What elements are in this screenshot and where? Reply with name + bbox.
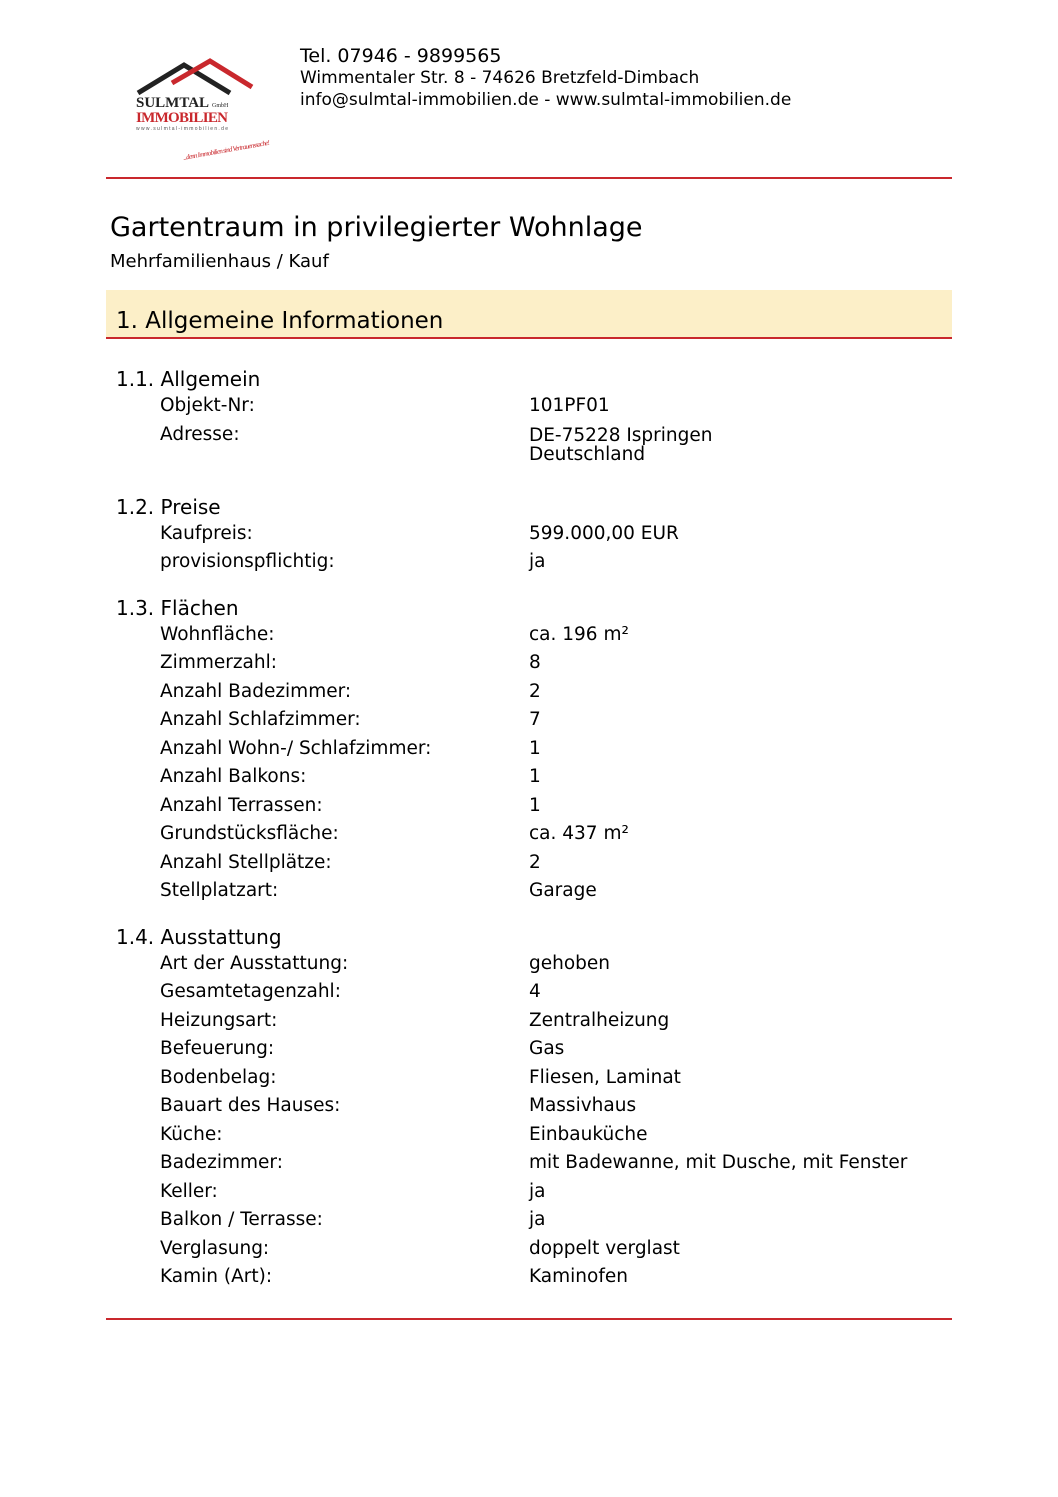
row-label: Stellplatzart: xyxy=(160,880,279,901)
row-value: Kaminofen xyxy=(529,1266,628,1287)
row-label: Bauart des Hauses: xyxy=(160,1095,341,1116)
row-value: ja xyxy=(529,1209,546,1230)
row-label: Art der Ausstattung: xyxy=(160,952,349,974)
row-label: provisionspflichtig: xyxy=(160,551,335,572)
header-divider xyxy=(106,177,952,179)
info-row xyxy=(116,735,946,764)
info-row xyxy=(116,706,946,735)
info-row xyxy=(116,978,946,1007)
info-row xyxy=(116,950,946,979)
logo-name: IMMOBILIEN xyxy=(136,110,228,126)
subsection-heading: 1.2. Preise xyxy=(116,494,221,519)
footer-divider xyxy=(106,1318,952,1320)
row-value: doppelt verglast xyxy=(529,1237,680,1259)
info-row xyxy=(116,421,946,476)
row-value: 2 xyxy=(529,680,541,702)
row-value: mit Badewanne, mit Dusche, mit Fenster xyxy=(529,1152,908,1173)
page-subtitle: Mehrfamilienhaus / Kauf xyxy=(110,251,329,272)
logo-url: www.sulmtal-immobilien.de xyxy=(136,126,228,132)
info-row xyxy=(116,763,946,792)
subsection-heading: 1.3. Flächen xyxy=(116,595,239,620)
row-label: Anzahl Balkons: xyxy=(160,766,307,787)
row-label: Heizungsart: xyxy=(160,1009,278,1031)
row-label: Anzahl Wohn-/ Schlafzimmer: xyxy=(160,737,432,759)
row-label: Anzahl Terrassen: xyxy=(160,794,323,816)
row-value: 2 xyxy=(529,851,541,873)
row-label: Grundstücksfläche: xyxy=(160,823,339,844)
info-row xyxy=(116,392,946,421)
subsection-preise xyxy=(116,494,946,577)
contact-phone: Tel. 07946 - 9899565 xyxy=(300,45,502,67)
row-label: Befeuerung: xyxy=(160,1038,275,1059)
contact-web[interactable]: info@sulmtal-immobilien.de - www.sulmtal-immobilien.de xyxy=(300,90,792,110)
roof-dark-icon xyxy=(138,65,230,93)
row-label: Bodenbelag: xyxy=(160,1066,277,1088)
row-label: Kamin (Art): xyxy=(160,1266,273,1287)
info-row xyxy=(116,1263,946,1292)
subsection-ausstattung xyxy=(116,924,946,1292)
page-title: Gartentraum in privilegierter Wohnlage xyxy=(110,212,643,243)
section-title: 1. Allgemeine Informationen xyxy=(116,308,444,334)
row-label: Objekt-Nr: xyxy=(160,395,255,416)
info-row xyxy=(116,1007,946,1036)
company-logo xyxy=(132,53,282,163)
info-row xyxy=(116,877,946,906)
info-content xyxy=(116,366,946,1310)
row-label: Balkon / Terrasse: xyxy=(160,1209,323,1230)
info-row xyxy=(116,792,946,821)
row-value: Fliesen, Laminat xyxy=(529,1066,681,1088)
address-line-1: DE-75228 Ispringen xyxy=(529,424,713,446)
page-header xyxy=(108,45,952,175)
info-row xyxy=(116,678,946,707)
subsection-heading: 1.1. Allgemein xyxy=(116,367,261,391)
section-divider xyxy=(106,337,952,339)
contact-address: Wimmentaler Str. 8 - 74626 Bretzfeld-Dimbach xyxy=(300,68,700,88)
row-label: Anzahl Schlafzimmer: xyxy=(160,709,361,730)
row-label: Anzahl Stellplätze: xyxy=(160,851,332,873)
row-value: 599.000,00 EUR xyxy=(529,522,679,544)
info-row xyxy=(116,621,946,650)
row-label: Gesamtetagenzahl: xyxy=(160,981,341,1002)
row-label: Wohnfläche: xyxy=(160,623,275,645)
row-value: 7 xyxy=(529,709,541,730)
info-row xyxy=(116,548,946,577)
row-value: 1 xyxy=(529,737,541,759)
row-value: Massivhaus xyxy=(529,1095,637,1116)
row-label: Kaufpreis: xyxy=(160,522,253,544)
subsection-flaechen xyxy=(116,595,946,906)
row-value: ca. 196 m² xyxy=(529,623,629,645)
row-label: Küche: xyxy=(160,1123,223,1145)
row-value: 1 xyxy=(529,794,541,816)
row-label: Zimmerzahl: xyxy=(160,652,277,673)
row-label: Anzahl Badezimmer: xyxy=(160,680,352,702)
row-value: ja xyxy=(529,1180,546,1202)
info-row xyxy=(116,1235,946,1264)
row-label: Adresse: xyxy=(160,423,240,445)
address-line-2: Deutschland xyxy=(529,443,646,465)
info-row xyxy=(116,849,946,878)
info-row xyxy=(116,1092,946,1121)
info-row xyxy=(116,1206,946,1235)
row-value: 1 xyxy=(529,766,541,787)
row-value: 8 xyxy=(529,652,541,673)
info-row xyxy=(116,1178,946,1207)
row-value: ja xyxy=(529,551,546,572)
info-row xyxy=(116,820,946,849)
logo-suffix: GmbH xyxy=(212,103,229,109)
subsection-allgemein xyxy=(116,366,946,476)
info-row xyxy=(116,1035,946,1064)
info-row xyxy=(116,1121,946,1150)
row-value: 101PF01 xyxy=(529,395,610,416)
row-value: 4 xyxy=(529,981,541,1002)
subsection-heading: 1.4. Ausstattung xyxy=(116,924,282,949)
info-row xyxy=(116,1064,946,1093)
row-label: Badezimmer: xyxy=(160,1152,283,1173)
info-row xyxy=(116,1149,946,1178)
logo-brand: SULMTAL xyxy=(136,95,210,111)
contact-block xyxy=(300,45,791,111)
row-value: gehoben xyxy=(529,952,611,974)
row-value xyxy=(529,421,946,476)
row-label: Verglasung: xyxy=(160,1237,270,1259)
row-value: Zentralheizung xyxy=(529,1009,670,1031)
info-row xyxy=(116,520,946,549)
row-label: Keller: xyxy=(160,1180,218,1202)
row-value: Gas xyxy=(529,1038,565,1059)
info-row xyxy=(116,649,946,678)
logo-slogan: ...denn Immobilien sind Vertrauenssache! xyxy=(182,138,271,162)
row-value: ca. 437 m² xyxy=(529,823,629,844)
row-value: Einbauküche xyxy=(529,1123,648,1145)
row-value: Garage xyxy=(529,880,597,901)
